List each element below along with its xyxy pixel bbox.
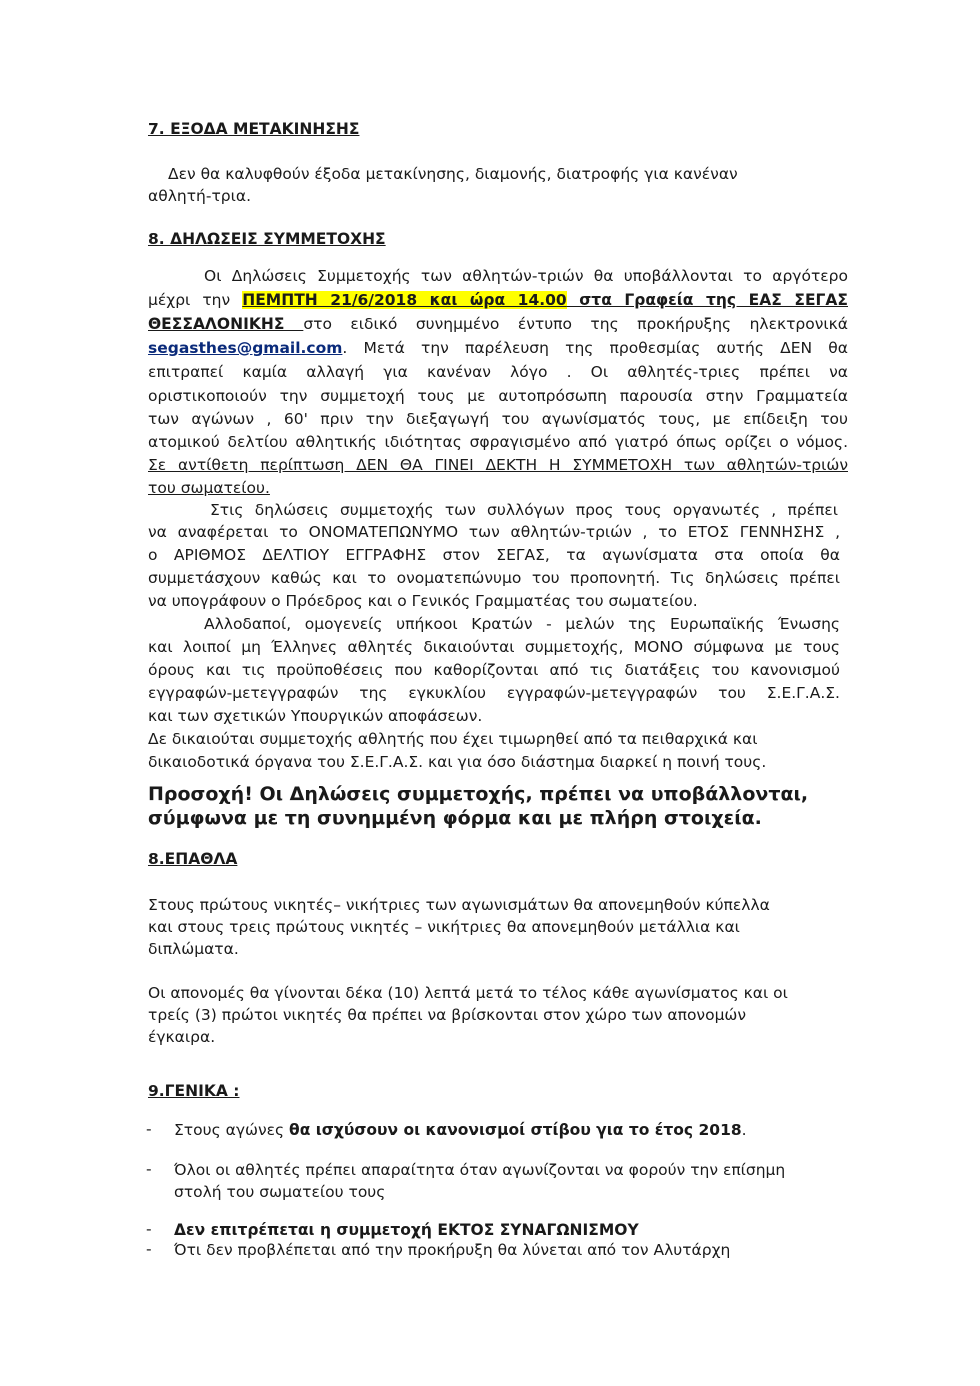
p2-line-1: Στις δηλώσεις συμμετοχής των συλλόγων προς τους οργανωτές , πρέπει [210,501,838,519]
p3-line-2: και λοιποί μη Έλληνες αθλητές δικαιούνται συμμετοχής, ΜΟΝΟ σύμφωνα με τους [148,638,840,656]
prizes-p2-line-1: Οι απονομές θα γίνονται δέκα (10) λεπτά μετά το τέλος κάθε αγωνίσματος και οι [148,984,788,1002]
p3-line-5: και των σχετικών Υπουργικών αποφάσεων. [148,707,483,725]
item-1-dash: - [146,1120,152,1138]
thessaloniki-text: ΘΕΣΣΑΛΟΝΙΚΗΣ [148,315,304,333]
p4-line-2: δικαιοδοτικά όργανα του Σ.Ε.Γ.Α.Σ. και για όσο διάστημα διαρκεί η ποινή τους. [148,753,767,771]
item-2-dash: - [146,1160,152,1178]
p2-line-2: να αναφέρεται το ΟΝΟΜΑΤΕΠΩΝΥΜΟ των αθλητών-τριών , το ΕΤΟΣ ΓΕΝΝΗΣΗΣ , [148,523,840,541]
general-item-1 [174,1120,747,1140]
p1-line-10: του σωματείου. [148,479,270,497]
warning-line-2: σύμφωνα με τη συνημμένη φόρμα και με πλήρη στοιχεία. [148,807,762,829]
p1-line-3 [148,314,848,334]
p4-line-1: Δε δικαιούται συμμετοχής αθλητής που έχει τιμωρηθεί από τα πειθαρχικά και [148,730,758,748]
p2-line-3: ο ΑΡΙΘΜΟΣ ΔΕΛΤΙΟΥ ΕΓΓΡΑΦΗΣ στον ΣΕΓΑΣ, τα αγωνίσματα στα οποία θα [148,546,840,564]
item-1-bold: θα ισχύσουν οι κανονισμοί στίβου για το έτος 2018 [289,1121,742,1139]
p2-line-4: συμμετάσχουν καθώς και το ονοματεπώνυμο του προπονητή. Τις δηλώσεις πρέπει [148,569,840,587]
section-7-line-1: Δεν θα καλυφθούν έξοδα μετακίνησης, διαμονής, διατροφής για κανέναν [168,165,738,183]
p1-line-2 [148,290,848,310]
warning-line-1: Προσοχή! Οι Δηλώσεις συμμετοχής, πρέπει να υποβάλλονται, [148,783,809,805]
general-item-4: Ότι δεν προβλέπεται από την προκήρυξη θα λύνεται από τον Αλυτάρχη [174,1241,731,1259]
section-9-heading: 9.ΓΕΝΙΚΑ : [148,1082,240,1100]
general-item-2-line-1: Όλοι οι αθλητές πρέπει απαραίτητα όταν αγωνίζονται να φορούν την επίσημη [174,1161,786,1179]
prizes-p1-line-2: και στους τρεις πρώτους νικητές – νικήτριες θα απονεμηθούν μετάλλια και [148,918,740,936]
p1-line-3-rest: στο ειδικό συνημμένο έντυπο της προκήρυξης ηλεκτρονικά [303,315,848,333]
item-1-start: Στους αγώνες [174,1121,290,1139]
p1-line-4 [148,338,848,358]
prizes-p2-line-3: έγκαιρα. [148,1028,216,1046]
p1-line-7: των αγώνων , 60' πριν την διεξαγωγή του αγωνίσματός τους, με επίδειξη του [148,410,848,428]
p1-line-9: Σε αντίθετη περίπτωση ΔΕΝ ΘΑ ΓΙΝΕΙ ΔΕΚΤΗ Η ΣΥΜΜΕΤΟΧΗ των αθλητών-τριών [148,456,848,474]
prizes-heading: 8.ΕΠΑΘΛΑ [148,850,238,868]
p1-line-6: οριστικοποιούν την συμμετοχή τους με αυτοπρόσωπη παρουσία στην Γραμματεία [148,387,848,405]
section-7-line-2: αθλητή-τρια. [148,187,252,205]
prizes-p1-line-3: διπλώματα. [148,940,239,958]
p1-line-8: ατομικού δελτίου αθλητικής ιδιότητας σφραγισμένο από γιατρό όπως ορίζει ο νόμος. [148,433,848,451]
p1-line-2-start: μέχρι την [148,291,243,309]
prizes-p2-line-2: τρείς (3) πρώτοι νικητές θα πρέπει να βρίσκονται στον χώρο των απονομών [148,1006,747,1024]
deadline-highlight: ΠΕΜΠΤΗ 21/6/2018 και ώρα 14.00 [242,291,567,309]
prizes-p1-line-1: Στους πρώτους νικητές– νικήτριες των αγωνισμάτων θα απονεμηθούν κύπελλα [148,896,770,914]
p3-line-3: όρους και τις προϋποθέσεις που καθορίζονται από τις διατάξεις του κανονισμού [148,661,840,679]
item-3-dash: - [146,1220,152,1238]
section-8-heading: 8. ΔΗΛΩΣΕΙΣ ΣΥΜΜΕΤΟΧΗΣ [148,230,386,248]
section-7-heading: 7. ΕΞΟΔΑ ΜΕΤΑΚΙΝΗΣΗΣ [148,120,360,138]
p1-line-1: Οι Δηλώσεις Συμμετοχής των αθλητών-τριών θα υποβάλλονται το αργότερο [204,267,848,285]
item-4-dash: - [146,1240,152,1258]
item-1-end: . [741,1121,747,1139]
general-item-3: Δεν επιτρέπεται η συμμετοχή ΕΚΤΟΣ ΣΥΝΑΓΩΝΙΣΜΟΥ [174,1221,639,1239]
p3-line-4: εγγραφών-μετεγγραφών της εγκυκλίου εγγραφών-μετεγγραφών του Σ.Ε.Γ.Α.Σ. [148,684,840,702]
p1-line-4-rest: . Μετά την παρέλευση της προθεσμίας αυτής ΔΕΝ θα [342,339,848,357]
p3-line-1: Αλλοδαποί, ομογενείς υπήκοοι Κρατών - μελών της Ευρωπαϊκής Ένωσης [204,615,840,633]
p2-line-5: να υπογράφουν ο Πρόεδρος και ο Γενικός Γραμματέας του σωματείου. [148,592,698,610]
offices-text: στα Γραφεία της ΕΑΣ ΣΕΓΑΣ [566,291,848,309]
email-link[interactable]: segasthes@gmail.com [148,339,343,357]
p1-line-5: επιτραπεί καμία αλλαγή για κανέναν λόγο . Οι αθλητές-τριες πρέπει να [148,363,848,381]
general-item-2-line-2: στολή του σωματείου τους [174,1183,386,1201]
